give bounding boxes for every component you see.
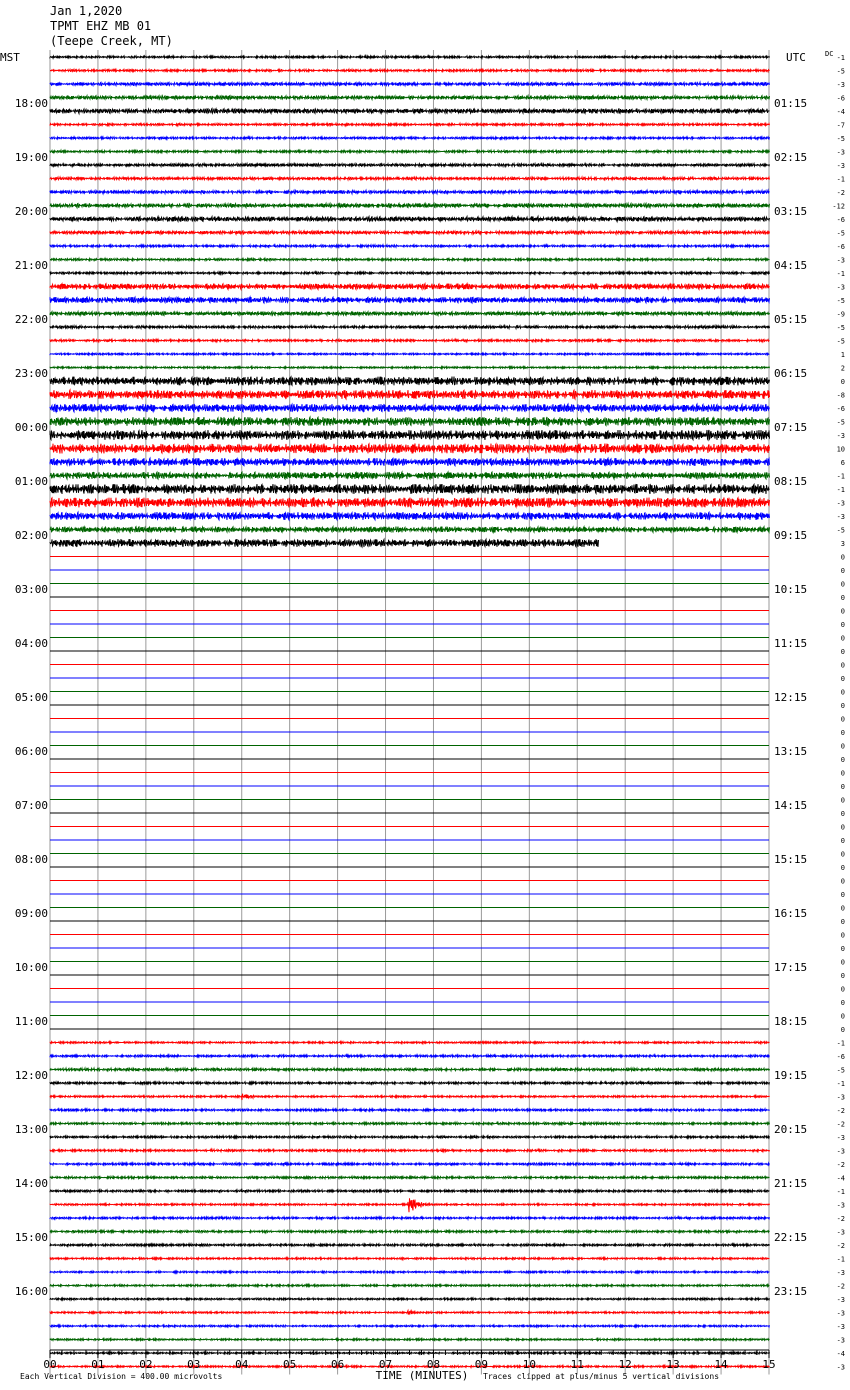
trace-line xyxy=(50,1271,770,1273)
trace-line xyxy=(50,1190,770,1192)
trace-line xyxy=(50,245,770,247)
trace-line xyxy=(50,284,770,290)
dc-offset-label: -1 xyxy=(836,54,845,62)
mst-hour-label: 14:00 xyxy=(14,1177,48,1190)
utc-hour-label: 16:15 xyxy=(774,907,808,920)
dc-offset-label: -1 xyxy=(836,1039,845,1048)
utc-hour-label: 11:15 xyxy=(774,637,808,650)
dc-offset-label: 0 xyxy=(840,1026,845,1034)
mst-hour-label: 23:00 xyxy=(14,367,48,380)
dc-offset-label: -2 xyxy=(836,1161,845,1169)
x-tick-label: 01 xyxy=(91,1358,105,1371)
trace-line xyxy=(50,203,770,207)
mst-hour-label: 03:00 xyxy=(14,583,48,596)
dc-offset-label: -3 xyxy=(836,1323,845,1331)
dc-offset-label: -2 xyxy=(836,1242,845,1250)
x-axis-title: TIME (MINUTES) xyxy=(375,1369,469,1382)
utc-hour-label: 14:15 xyxy=(774,799,808,812)
trace-line xyxy=(50,1122,770,1124)
dc-offset-label: -3 xyxy=(836,148,845,157)
trace-line xyxy=(50,272,770,274)
trace-line xyxy=(50,1094,770,1100)
dc-offset-label: -8 xyxy=(836,391,845,400)
x-tick-label: 13 xyxy=(666,1358,680,1371)
x-tick-label: 12 xyxy=(618,1358,632,1371)
trace-line xyxy=(50,1082,770,1084)
mst-hour-label: 05:00 xyxy=(14,691,48,704)
trace-line xyxy=(50,1285,770,1287)
dc-offset-label: 0 xyxy=(840,594,845,602)
utc-hour-label: 17:15 xyxy=(774,961,808,974)
utc-hour-label: 21:15 xyxy=(774,1177,808,1190)
trace-line xyxy=(50,123,770,125)
dc-offset-label: -1 xyxy=(836,1080,845,1088)
dc-offset-label: -3 xyxy=(836,432,845,440)
dc-offset-label: 6 xyxy=(840,459,845,467)
dc-offset-label: -1 xyxy=(836,486,845,494)
trace-line xyxy=(50,353,770,355)
trace-line xyxy=(50,417,770,426)
dc-offset-label: -5 xyxy=(836,337,845,346)
dc-offset-label: -5 xyxy=(836,418,845,427)
trace-line xyxy=(50,1136,770,1138)
trace-line xyxy=(50,390,770,399)
dc-offset-label: -2 xyxy=(836,1215,845,1223)
mst-hour-label: 06:00 xyxy=(14,745,48,758)
dc-offset-label: 0 xyxy=(840,931,845,940)
dc-offset-label: 0 xyxy=(840,891,845,899)
dc-offset-label: -5 xyxy=(836,135,845,143)
dc-offset-label: -3 xyxy=(836,1228,845,1237)
dc-offset-label: -3 xyxy=(836,1336,845,1345)
clip-note: Traces clipped at plus/minus 5 vertical divisions xyxy=(483,1372,720,1381)
dc-offset-label: -3 xyxy=(836,1093,845,1102)
dc-offset-label: -2 xyxy=(836,1120,845,1129)
dc-offset-label: -4 xyxy=(836,1350,845,1358)
trace-line xyxy=(50,1109,770,1111)
mst-hour-label: 22:00 xyxy=(14,313,48,326)
station-name: TPMT EHZ MB 01 xyxy=(50,19,152,33)
dc-offset-label: 0 xyxy=(840,877,845,886)
dc-offset-label: -2 xyxy=(836,1107,845,1115)
trace-line xyxy=(50,1230,770,1232)
utc-hour-label: 20:15 xyxy=(774,1123,808,1136)
trace-line xyxy=(50,1311,770,1315)
utc-hour-label: 09:15 xyxy=(774,529,808,542)
dc-offset-label: -3 xyxy=(836,1363,845,1372)
dc-offset-label: 0 xyxy=(840,796,845,805)
dc-offset-label: 0 xyxy=(840,918,845,926)
trace-line xyxy=(50,472,770,479)
dc-offset-label: -3 xyxy=(836,1269,845,1277)
dc-column-label: DC xyxy=(825,50,834,58)
chart-date: Jan 1,2020 xyxy=(50,4,123,18)
dc-offset-label: 0 xyxy=(840,904,845,913)
dc-offset-label: 0 xyxy=(840,567,845,575)
mst-hour-label: 11:00 xyxy=(14,1015,48,1028)
dc-offset-label: -1 xyxy=(836,1188,845,1196)
trace-line xyxy=(50,258,770,260)
mst-hour-label: 20:00 xyxy=(14,205,48,218)
dc-offset-label: -3 xyxy=(836,162,845,170)
utc-hour-label: 02:15 xyxy=(774,151,808,164)
dc-offset-label: -5 xyxy=(836,1066,845,1075)
dc-offset-label: -1 xyxy=(836,175,845,184)
utc-hour-label: 05:15 xyxy=(774,313,808,326)
x-tick-label: 05 xyxy=(283,1358,297,1371)
dc-offset-label: 0 xyxy=(840,945,845,953)
mst-hour-label: 08:00 xyxy=(14,853,48,866)
dc-offset-label: -3 xyxy=(836,1134,845,1142)
trace-line xyxy=(50,404,770,412)
dc-offset-label: 0 xyxy=(840,985,845,994)
dc-offset-label: -2 xyxy=(836,189,845,197)
mst-hour-label: 04:00 xyxy=(14,637,48,650)
scale-note: Each Vertical Division = 400.00 microvolts xyxy=(20,1372,223,1381)
mst-hour-label: 10:00 xyxy=(14,961,48,974)
trace-line xyxy=(50,231,770,235)
dc-offset-label: 0 xyxy=(840,729,845,737)
dc-offset-label: 0 xyxy=(840,756,845,764)
trace-line xyxy=(50,217,770,222)
trace-line xyxy=(50,297,770,303)
dc-offset-label: -6 xyxy=(836,1053,845,1061)
station-location: (Teepe Creek, MT) xyxy=(50,34,173,48)
dc-offset-label: -3 xyxy=(836,499,845,508)
mst-hour-label: 15:00 xyxy=(14,1231,48,1244)
dc-offset-label: 0 xyxy=(840,810,845,818)
mst-hour-label: 09:00 xyxy=(14,907,48,920)
utc-hour-label: 22:15 xyxy=(774,1231,808,1244)
utc-axis-label: UTC xyxy=(786,51,806,64)
dc-offset-label: -9 xyxy=(836,310,845,319)
dc-offset-label: -5 xyxy=(836,297,845,305)
x-tick-label: 08 xyxy=(426,1358,441,1371)
dc-offset-label: 0 xyxy=(840,580,845,589)
trace-line xyxy=(50,1149,770,1151)
x-tick-label: 15 xyxy=(762,1358,776,1371)
dc-offset-label: 2 xyxy=(840,364,845,373)
trace-line xyxy=(50,527,770,533)
trace-line xyxy=(50,1244,770,1246)
x-tick-label: 06 xyxy=(330,1358,345,1371)
trace-line xyxy=(50,177,770,180)
x-tick-label: 03 xyxy=(187,1358,201,1371)
dc-offset-label: -3 xyxy=(836,1201,845,1210)
x-tick-label: 09 xyxy=(474,1358,489,1371)
mst-hour-label: 21:00 xyxy=(14,259,48,272)
dc-offset-label: 0 xyxy=(840,621,845,629)
mst-hour-label: 07:00 xyxy=(14,799,48,812)
trace-line xyxy=(50,1198,770,1212)
utc-hour-label: 08:15 xyxy=(774,475,808,488)
mst-hour-label: 00:00 xyxy=(14,421,48,434)
trace-line xyxy=(50,1068,770,1071)
trace-line xyxy=(50,1258,770,1260)
dc-offset-label: 0 xyxy=(840,783,845,791)
utc-hour-label: 12:15 xyxy=(774,691,808,704)
trace-line xyxy=(50,339,770,341)
trace-line xyxy=(50,539,599,547)
trace-line xyxy=(50,109,770,114)
trace-line xyxy=(50,430,770,440)
trace-line xyxy=(50,458,770,466)
utc-hour-label: 04:15 xyxy=(774,259,808,272)
utc-hour-label: 19:15 xyxy=(774,1069,808,1082)
trace-line xyxy=(50,312,770,316)
trace-line xyxy=(50,1055,770,1057)
trace-line xyxy=(50,82,770,86)
dc-offset-label: -3 xyxy=(836,1309,845,1318)
dc-offset-label: 0 xyxy=(840,553,845,562)
trace-line xyxy=(50,1217,770,1219)
x-tick-label: 11 xyxy=(570,1358,584,1371)
dc-offset-label: -1 xyxy=(836,270,845,278)
trace-line xyxy=(50,484,770,494)
dc-offset-label: -6 xyxy=(836,94,845,103)
mst-hour-label: 12:00 xyxy=(14,1069,48,1082)
dc-offset-label: -5 xyxy=(836,526,845,535)
trace-line xyxy=(50,1339,770,1341)
trace-line xyxy=(50,1042,770,1044)
trace-line xyxy=(50,1176,770,1178)
trace-line xyxy=(50,137,770,139)
dc-offset-label: 0 xyxy=(840,769,845,778)
x-tick-label: 07 xyxy=(378,1358,393,1371)
dc-offset-label: 0 xyxy=(840,823,845,832)
mst-hour-label: 18:00 xyxy=(14,97,48,110)
dc-offset-label: -7 xyxy=(836,121,845,130)
dc-offset-label: -6 xyxy=(836,405,845,413)
trace-line xyxy=(50,1298,770,1300)
dc-offset-label: 3 xyxy=(840,540,845,548)
trace-line xyxy=(50,1325,770,1327)
mst-hour-label: 01:00 xyxy=(14,475,48,488)
dc-offset-label: -1 xyxy=(836,472,845,481)
utc-hour-label: 07:15 xyxy=(774,421,808,434)
dc-offset-label: -3 xyxy=(836,283,845,292)
dc-offset-label: 0 xyxy=(840,675,845,683)
utc-hour-label: 10:15 xyxy=(774,583,808,596)
utc-hour-label: 06:15 xyxy=(774,367,808,380)
utc-hour-label: 15:15 xyxy=(774,853,808,866)
utc-hour-label: 18:15 xyxy=(774,1015,808,1028)
dc-offset-label: 0 xyxy=(840,742,845,751)
trace-line xyxy=(50,1366,770,1368)
dc-offset-label: -3 xyxy=(836,513,845,521)
dc-offset-label: -3 xyxy=(836,1147,845,1156)
trace-line xyxy=(50,326,770,329)
dc-offset-label: 0 xyxy=(840,837,845,845)
dc-offset-label: -5 xyxy=(836,229,845,238)
dc-offset-label: 10 xyxy=(836,445,845,454)
dc-offset-label: 0 xyxy=(840,702,845,710)
dc-offset-label: 0 xyxy=(840,864,845,872)
x-tick-label: 14 xyxy=(714,1358,728,1371)
dc-offset-label: 0 xyxy=(840,999,845,1007)
trace-line xyxy=(50,512,770,520)
trace-line xyxy=(50,164,770,167)
dc-offset-label: -6 xyxy=(836,243,845,251)
trace-line xyxy=(50,367,770,369)
dc-offset-label: 0 xyxy=(840,634,845,643)
mst-hour-label: 16:00 xyxy=(14,1285,48,1298)
dc-offset-label: 1 xyxy=(840,351,845,359)
dc-offset-label: 0 xyxy=(840,850,845,859)
trace-line xyxy=(50,56,770,58)
trace-line xyxy=(50,69,770,71)
dc-offset-label: -3 xyxy=(836,1296,845,1304)
x-tick-label: 04 xyxy=(235,1358,249,1371)
dc-offset-label: 0 xyxy=(840,648,845,656)
dc-offset-label: -6 xyxy=(836,216,845,224)
dc-offset-label: -4 xyxy=(836,108,845,116)
utc-hour-label: 01:15 xyxy=(774,97,808,110)
trace-line xyxy=(50,377,770,386)
dc-offset-label: -12 xyxy=(832,202,845,211)
dc-offset-label: 0 xyxy=(840,1012,845,1021)
dc-offset-label: 0 xyxy=(840,378,845,386)
dc-offset-label: 0 xyxy=(840,972,845,980)
dc-offset-label: -5 xyxy=(836,324,845,332)
dc-offset-label: 0 xyxy=(840,715,845,724)
dc-offset-label: -3 xyxy=(836,256,845,265)
dc-offset-label: -1 xyxy=(836,1255,845,1264)
mst-hour-label: 19:00 xyxy=(14,151,48,164)
trace-line xyxy=(50,96,770,100)
mst-hour-label: 02:00 xyxy=(14,529,48,542)
x-tick-label: 02 xyxy=(139,1358,153,1371)
trace-line xyxy=(50,498,770,508)
dc-offset-label: 0 xyxy=(840,607,845,616)
x-tick-label: 00 xyxy=(43,1358,57,1371)
utc-hour-label: 13:15 xyxy=(774,745,808,758)
trace-line xyxy=(50,444,770,454)
dc-offset-label: 0 xyxy=(840,688,845,697)
x-tick-label: 10 xyxy=(522,1358,536,1371)
dc-offset-label: -2 xyxy=(836,1282,845,1291)
trace-line xyxy=(50,190,770,194)
trace-line xyxy=(50,1163,770,1165)
dc-offset-label: 0 xyxy=(840,958,845,967)
utc-hour-label: 23:15 xyxy=(774,1285,808,1298)
utc-hour-label: 03:15 xyxy=(774,205,808,218)
trace-line xyxy=(50,150,770,152)
mst-axis-label: MST xyxy=(0,51,20,64)
dc-offset-label: -4 xyxy=(836,1174,845,1183)
mst-hour-label: 13:00 xyxy=(14,1123,48,1136)
dc-offset-label: -3 xyxy=(836,81,845,89)
dc-offset-label: 0 xyxy=(840,661,845,670)
dc-offset-label: -5 xyxy=(836,67,845,76)
